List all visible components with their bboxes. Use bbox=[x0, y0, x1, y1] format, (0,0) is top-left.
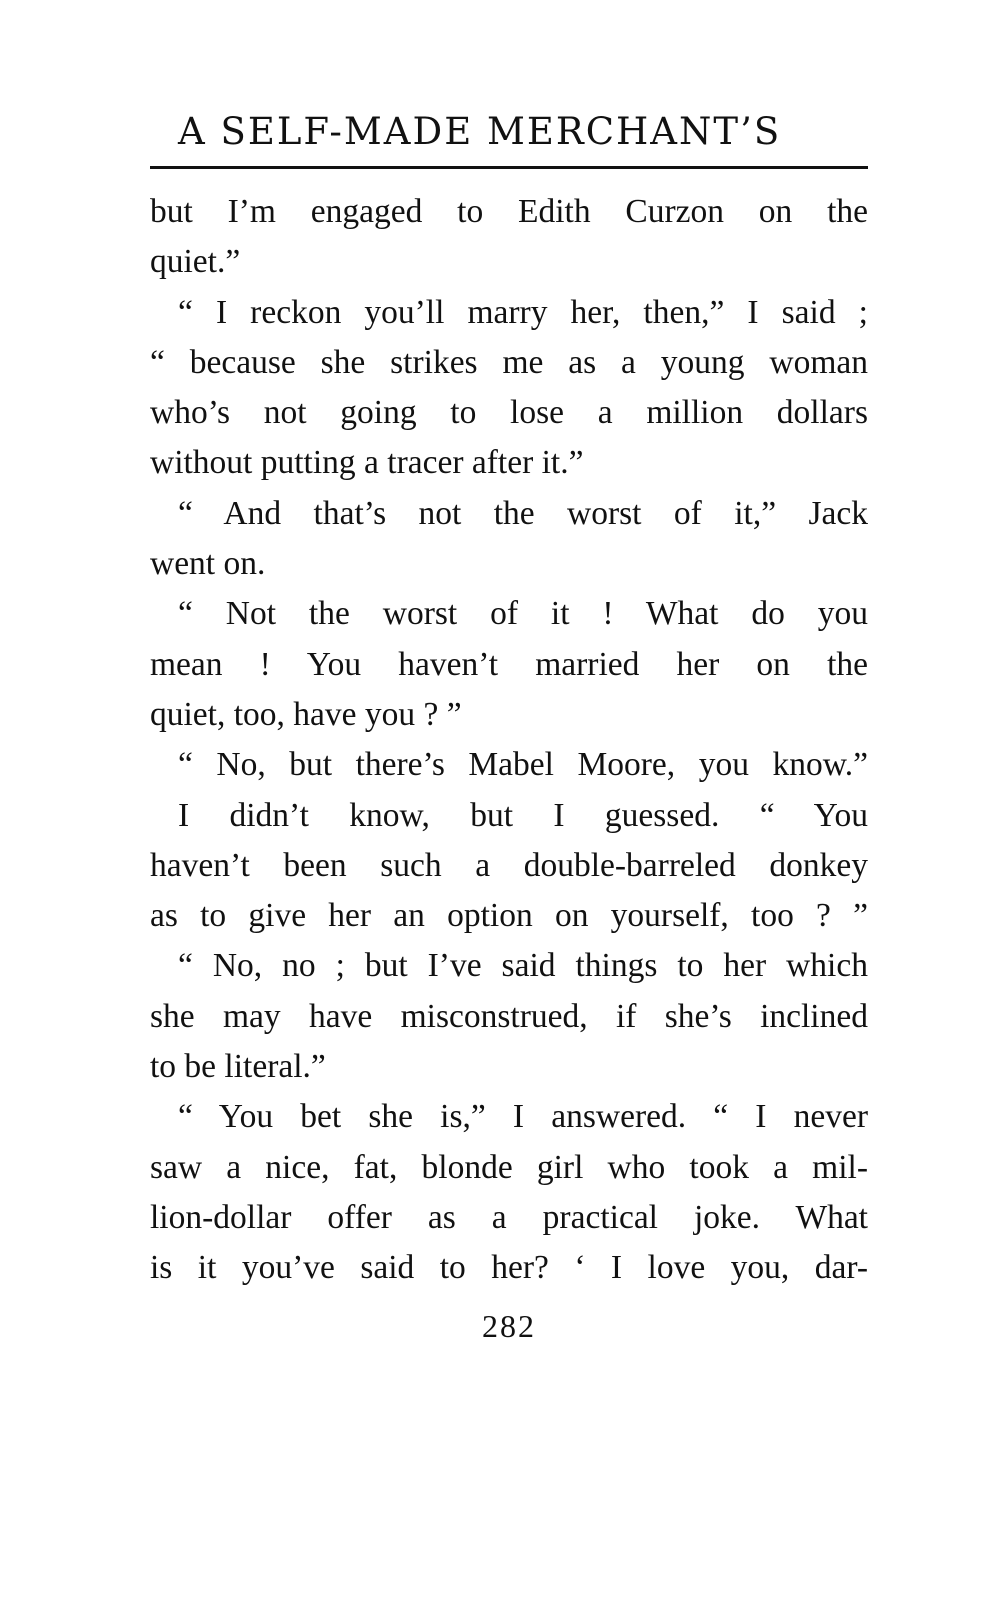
text-line: she may have misconstrued, if she’s inclined bbox=[150, 997, 868, 1035]
text-line: “ Not the worst of it ! What do you bbox=[178, 595, 868, 633]
text-line: “ And that’s not the worst of it,” Jack bbox=[178, 494, 868, 532]
text-line: I didn’t know, but I guessed. “ You bbox=[178, 796, 868, 834]
text-line: but I’m engaged to Edith Curzon on the bbox=[150, 193, 868, 230]
book-page bbox=[150, 100, 868, 1345]
text-line: “ You bet she is,” I answered. “ I never bbox=[178, 1098, 868, 1136]
header-rule bbox=[150, 166, 868, 169]
text-line: went on. bbox=[150, 545, 266, 583]
running-head: A SELF-MADE MERCHANT’S bbox=[178, 110, 782, 153]
text-line: lion-dollar offer as a practical joke. What bbox=[150, 1198, 868, 1236]
text-line: mean ! You haven’t married her on the bbox=[150, 645, 868, 683]
body-text bbox=[150, 187, 868, 1294]
text-line: to be literal.” bbox=[150, 1048, 326, 1086]
text-line: without putting a tracer after it.” bbox=[150, 444, 584, 482]
page-number: 282 bbox=[482, 1307, 536, 1344]
text-line: “ No, but there’s Mabel Moore, you know.” bbox=[178, 746, 868, 784]
text-line: who’s not going to lose a million dollars bbox=[150, 394, 868, 432]
text-line: saw a nice, fat, blonde girl who took a mil- bbox=[150, 1148, 868, 1186]
text-line: “ because she strikes me as a young woman bbox=[150, 343, 868, 381]
text-line: quiet.” bbox=[150, 243, 241, 281]
text-line: as to give her an option on yourself, too ? ” bbox=[150, 897, 868, 935]
text-line: “ No, no ; but I’ve said things to her which bbox=[178, 947, 868, 985]
text-line: haven’t been such a double-barreled donkey bbox=[150, 846, 868, 884]
text-line: “ I reckon you’ll marry her, then,” I said ; bbox=[178, 293, 868, 331]
text-line: quiet, too, have you ? ” bbox=[150, 695, 462, 733]
text-line: is it you’ve said to her? ‘ I love you, dar- bbox=[150, 1249, 868, 1287]
